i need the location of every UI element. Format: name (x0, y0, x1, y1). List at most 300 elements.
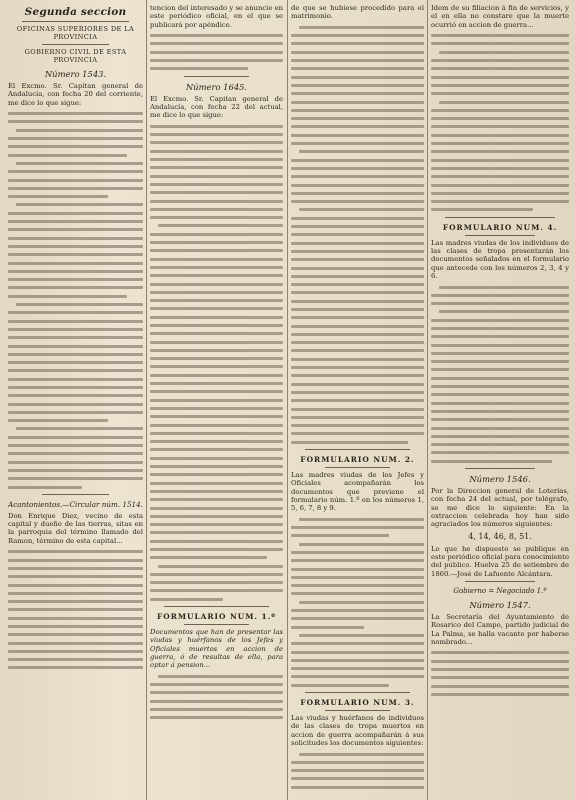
text-line (8, 436, 143, 439)
text-line (431, 302, 569, 305)
text-line (291, 92, 424, 95)
text-line (158, 224, 283, 227)
text-line (150, 399, 283, 402)
text-line (431, 294, 569, 297)
text-line (150, 407, 283, 410)
notice-1514-text: Don Enrique Diez, vecino de esta capital y dueño de las tierras, sitas en la parroquia del término llamado del Ramon, término de esta capital... (8, 511, 143, 545)
notice-1645-body (150, 125, 283, 601)
text-line (291, 366, 424, 369)
text-line (431, 167, 569, 170)
text-line (299, 26, 424, 29)
text-line (150, 249, 283, 252)
text-line (150, 589, 283, 592)
text-line (8, 328, 143, 331)
offices-heading: OFICINAS SUPERIORES DE LA PROVINCIA (16, 25, 135, 41)
text-line (8, 145, 143, 148)
text-line (150, 390, 283, 393)
text-line (150, 125, 283, 128)
text-line (431, 92, 569, 95)
formulario-2-heading: FORMULARIO NUM. 2. (300, 455, 415, 465)
text-line (150, 274, 283, 277)
text-line (16, 129, 143, 132)
text-line (8, 461, 143, 464)
text-line (291, 76, 424, 79)
text-line (291, 333, 424, 336)
notice-1547-heading: Gobierno = Negociado 1.º (453, 587, 547, 595)
text-line (291, 34, 424, 37)
text-line (299, 150, 424, 153)
text-line (291, 576, 424, 579)
text-line (150, 291, 283, 294)
text-line (439, 286, 569, 289)
text-line (8, 477, 143, 480)
text-line (431, 319, 569, 322)
text-line (150, 457, 283, 460)
text-line (291, 117, 424, 120)
text-line (291, 101, 424, 104)
text-line (291, 258, 424, 261)
text-line (150, 598, 223, 601)
text-line (431, 84, 569, 87)
text-line (8, 584, 143, 587)
text-line (431, 150, 569, 153)
text-line (150, 556, 267, 559)
divider (465, 581, 535, 582)
text-line (291, 175, 424, 178)
text-line (150, 316, 283, 319)
text-line (299, 208, 424, 211)
text-line (431, 676, 569, 679)
text-line (8, 212, 143, 215)
text-line (150, 241, 283, 244)
text-line (150, 216, 283, 219)
text-line (439, 310, 569, 313)
civil-government-heading: GOBIERNO CIVIL DE ESTA PROVINCIA (24, 48, 127, 64)
formulario-3-text: Las viudas y huérfanos de individuos de las clases de tropa muertos en accion de guerra acompañarán á sus solicitudes los documentos siguientes: (291, 714, 424, 747)
text-line (150, 691, 283, 694)
text-line (291, 659, 424, 662)
text-line (431, 175, 569, 178)
text-line (8, 469, 143, 472)
text-line (150, 573, 283, 576)
notice-1543-number: Número 1543. (44, 69, 107, 79)
text-line (8, 253, 143, 256)
text-line (8, 486, 82, 489)
text-line (150, 208, 283, 211)
text-line (291, 142, 424, 145)
formulario-1-text: Documentos que han de presentar las viudas y huérfanos de los Jefes y Oficiales muertos en accion de guerra, ó de resultas de ella, para optar á pension... (150, 628, 283, 670)
text-line (8, 228, 143, 231)
column-3-intro: de que se hubiese procedido para el matrimonio. (291, 4, 424, 21)
text-line (8, 120, 143, 123)
text-line (150, 51, 283, 54)
text-line (291, 424, 424, 427)
text-line (291, 684, 389, 687)
text-line (431, 208, 533, 211)
text-line (150, 175, 283, 178)
text-line (150, 523, 283, 526)
text-line (8, 378, 143, 381)
text-line (8, 394, 143, 397)
text-line (431, 117, 569, 120)
text-line (299, 543, 424, 546)
text-line (291, 291, 424, 294)
text-line (291, 374, 424, 377)
text-line (299, 601, 424, 604)
text-line (291, 432, 424, 435)
text-line (8, 237, 143, 240)
divider (325, 710, 390, 711)
text-line (431, 410, 569, 413)
text-line (431, 352, 569, 355)
notice-1546-text: Por la Direccion general de Loterías, con fecha 24 del actual, por telégrafo, se me dice lo siguiente: En la extraccion celebrada hoy han sido agraciados los números siguientes: (431, 487, 569, 529)
divider (305, 692, 410, 693)
text-line (150, 374, 283, 377)
text-line (8, 411, 143, 414)
formulario-1-body (150, 675, 283, 719)
text-line (291, 84, 424, 87)
text-line (8, 262, 143, 265)
text-line (291, 267, 424, 270)
text-line (291, 275, 424, 278)
text-line (8, 666, 143, 669)
text-line (291, 42, 424, 45)
text-line (150, 200, 283, 203)
text-line (150, 332, 283, 335)
text-line (150, 283, 283, 286)
text-line (291, 200, 424, 203)
text-line (8, 575, 143, 578)
text-line (431, 34, 569, 37)
divider (184, 624, 249, 625)
text-line (150, 424, 283, 427)
notice-1645-number: Número 1645. (185, 81, 248, 92)
text-line (291, 761, 424, 764)
text-line (291, 391, 424, 394)
text-line (8, 345, 143, 348)
text-line (431, 125, 569, 128)
text-line (291, 786, 424, 789)
text-line (431, 435, 569, 438)
text-line (8, 270, 143, 273)
text-line (16, 162, 143, 165)
text-line (291, 250, 424, 253)
text-line (150, 34, 283, 37)
text-line (291, 225, 424, 228)
column-4-intro: Idem de su filiacion á fin de servicios, y el en ella no constare que la muerte ocurrió en accion de guerra... (431, 4, 569, 29)
divider (445, 217, 555, 218)
text-line (431, 377, 569, 380)
text-line (291, 159, 424, 162)
text-line (150, 716, 283, 719)
text-line (291, 777, 424, 780)
text-line (8, 642, 143, 645)
text-line (8, 452, 143, 455)
text-line (291, 559, 424, 562)
text-line (150, 490, 283, 493)
notice-1543-text: El Excmo. Sr. Capitan general de Andalucía, con fecha 20 del corriente, me dice lo que sigue: (8, 82, 143, 107)
section-title: Segunda seccion (24, 6, 127, 18)
text-line (291, 358, 424, 361)
text-line (291, 184, 424, 187)
text-line (150, 382, 283, 385)
text-line (8, 295, 127, 298)
text-line (150, 166, 283, 169)
text-line (291, 626, 364, 629)
text-line (291, 217, 424, 220)
text-line (291, 667, 424, 670)
divider (164, 606, 269, 607)
text-line (291, 51, 424, 54)
formulario-4-heading: FORMULARIO NUM. 4. (442, 222, 558, 232)
text-line (8, 625, 143, 628)
text-line (150, 498, 283, 501)
text-line (431, 693, 569, 696)
text-line (8, 608, 143, 611)
text-line (299, 518, 424, 521)
text-line (291, 233, 424, 236)
text-line (8, 633, 143, 636)
column-3-intro-body (291, 26, 424, 444)
text-line (8, 245, 143, 248)
text-line (8, 187, 143, 190)
text-line (150, 341, 283, 344)
text-line (150, 349, 283, 352)
text-line (291, 642, 424, 645)
text-line (431, 368, 569, 371)
text-line (291, 592, 424, 595)
notice-1514-heading: Acantonientos.—Circular núm. 1514. (8, 499, 143, 509)
text-line (150, 432, 283, 435)
text-line (150, 465, 283, 468)
text-line (150, 365, 283, 368)
divider (22, 21, 129, 22)
text-line (431, 159, 569, 162)
text-line (291, 242, 424, 245)
text-line (291, 325, 424, 328)
text-line (8, 550, 143, 553)
text-line (8, 336, 143, 339)
text-line (150, 357, 283, 360)
text-line (150, 415, 283, 418)
text-line (291, 584, 424, 587)
formulario-3-heading: FORMULARIO NUM. 3. (300, 698, 415, 708)
text-line (291, 568, 424, 571)
text-line (150, 59, 283, 62)
text-line (150, 324, 283, 327)
text-line (431, 327, 569, 330)
text-line (8, 195, 108, 198)
text-line (150, 266, 283, 269)
column-2-intro-body (150, 34, 283, 70)
text-line (291, 125, 424, 128)
text-line (150, 158, 283, 161)
text-line (291, 675, 424, 678)
text-line (8, 559, 143, 562)
text-line (150, 448, 283, 451)
text-line (150, 42, 283, 45)
column-1 (8, 0, 143, 800)
column-rule (287, 0, 288, 800)
text-line (8, 658, 143, 661)
text-line (431, 393, 569, 396)
text-line (150, 150, 283, 153)
text-line (291, 609, 424, 612)
text-line (8, 361, 143, 364)
text-line (299, 753, 424, 756)
closing-note: Lo que he dispuesto se publique en este periódico oficial para conocimiento del público. Huelva 25 de setiembre de 1860.—José de Lafuente Alcántara. (431, 544, 569, 578)
text-line (291, 441, 408, 444)
text-line (291, 192, 424, 195)
text-line (8, 137, 143, 140)
text-line (291, 300, 424, 303)
text-line (431, 134, 569, 137)
text-line (431, 443, 569, 446)
column-2 (150, 0, 283, 800)
text-line (291, 617, 424, 620)
text-line (8, 567, 143, 570)
divider (325, 467, 390, 468)
text-line (150, 540, 283, 543)
column-4 (431, 0, 569, 800)
text-line (431, 142, 569, 145)
text-line (431, 42, 569, 45)
text-line (431, 192, 569, 195)
text-line (431, 109, 569, 112)
text-line (291, 341, 424, 344)
column-3 (291, 0, 424, 800)
text-line (8, 386, 143, 389)
text-line (431, 685, 569, 688)
notice-1547-number: Número 1547. (469, 600, 531, 610)
text-line (150, 67, 248, 70)
text-line (291, 283, 424, 286)
divider (465, 235, 535, 236)
text-line (8, 179, 143, 182)
text-line (8, 369, 143, 372)
text-line (439, 51, 569, 54)
text-line (8, 600, 143, 603)
text-line (150, 700, 283, 703)
notice-1543-body (8, 112, 143, 488)
text-line (8, 353, 143, 356)
formulario-2-body (291, 518, 424, 687)
text-line (431, 460, 552, 463)
text-line (158, 675, 283, 678)
text-line (150, 507, 283, 510)
text-line (431, 335, 569, 338)
text-line (150, 531, 283, 534)
text-line (291, 551, 424, 554)
divider (42, 44, 109, 45)
text-line (150, 515, 283, 518)
divider (42, 494, 109, 495)
text-line (431, 418, 569, 421)
text-line (431, 200, 569, 203)
text-line (8, 403, 143, 406)
text-line (291, 408, 424, 411)
text-line (8, 170, 143, 173)
column-rule (146, 0, 147, 800)
text-line (150, 299, 283, 302)
notice-1645-text: El Excmo. Sr. Capitan general de Andalucía, con fecha 22 del actual, me dice lo que sigue: (150, 94, 283, 120)
text-line (150, 133, 283, 136)
text-line (431, 427, 569, 430)
text-line (431, 668, 569, 671)
text-line (8, 444, 143, 447)
text-line (150, 440, 283, 443)
text-line (8, 311, 143, 314)
text-line (150, 473, 283, 476)
notice-1547-body (431, 651, 569, 695)
text-line (150, 183, 283, 186)
text-line (291, 769, 424, 772)
text-line (291, 534, 389, 537)
notice-1547-text: La Secretaría del Ayuntamiento de Rosarico del Campo, partido judicial de La Palma, se halla vacante por haberse nombrado... (431, 613, 569, 646)
text-line (291, 308, 424, 311)
text-line (291, 134, 424, 137)
text-line (150, 482, 283, 485)
text-line (431, 360, 569, 363)
formulario-4-body (431, 286, 569, 463)
text-line (150, 233, 283, 236)
notice-1514-body (8, 550, 143, 669)
text-line (8, 650, 143, 653)
text-line (439, 101, 569, 104)
text-line (16, 203, 143, 206)
column-4-intro-body (431, 34, 569, 211)
text-line (8, 320, 143, 323)
text-line (431, 651, 569, 654)
text-line (150, 258, 283, 261)
formulario-2-text: Las madres viudas de los Jefes y Oficiales acompañarán los documentos que previene el formulario núm. 1.º en los números 1, 5, 6, 7, 8 y 9. (291, 471, 424, 513)
text-line (431, 385, 569, 388)
text-line (291, 109, 424, 112)
text-line (291, 416, 424, 419)
text-line (8, 419, 108, 422)
text-line (291, 383, 424, 386)
text-line (8, 592, 143, 595)
text-line (8, 220, 143, 223)
column-rule (427, 0, 428, 800)
text-line (291, 349, 424, 352)
divider (184, 76, 249, 77)
text-line (150, 548, 283, 551)
text-line (16, 303, 143, 306)
formulario-1-heading: FORMULARIO NUM. 1.º (157, 612, 276, 622)
text-line (158, 565, 283, 568)
text-line (150, 191, 283, 194)
text-line (291, 399, 424, 402)
text-line (431, 67, 569, 70)
text-line (8, 617, 143, 620)
text-line (291, 316, 424, 319)
text-line (16, 427, 143, 430)
text-line (150, 307, 283, 310)
text-line (291, 167, 424, 170)
text-line (431, 184, 569, 187)
text-line (291, 59, 424, 62)
text-line (150, 683, 283, 686)
text-line (291, 67, 424, 70)
divider (305, 449, 410, 450)
text-line (431, 402, 569, 405)
column-2-intro: tencion del interesado y se anuncie en este periódico oficial, en el que se publicará por apéndice. (150, 4, 283, 29)
text-line (431, 59, 569, 62)
text-line (431, 451, 569, 454)
text-line (150, 581, 283, 584)
formulario-4-text: Las madres viudas de los individuos de las clases de tropa presentarán los documentos señalados en el formulario que antecede con los números 2, 3, 4 y 6. (431, 238, 569, 280)
